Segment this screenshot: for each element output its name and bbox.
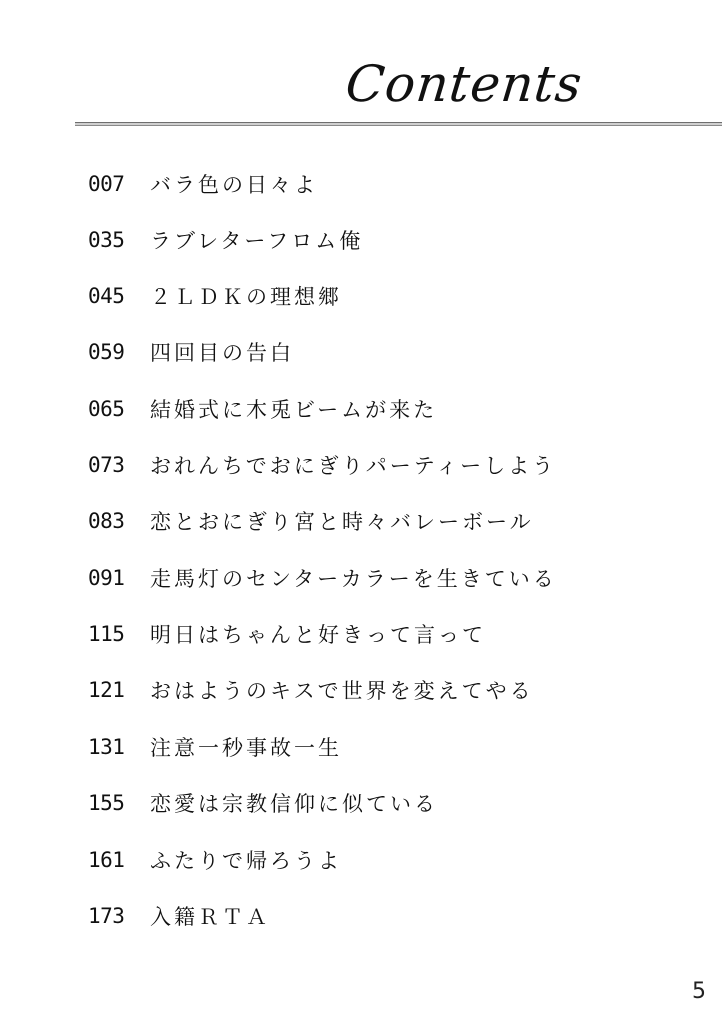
toc-entry[interactable]	[88, 732, 648, 762]
toc-chapter-title: ラブレターフロム俺	[150, 229, 364, 253]
toc-page-number: 045	[88, 284, 125, 308]
toc-entry[interactable]	[88, 225, 648, 255]
toc-entry[interactable]	[88, 169, 648, 199]
toc-entry[interactable]	[88, 337, 648, 367]
toc-entry[interactable]	[88, 450, 648, 480]
toc-chapter-title: おはようのキスで世界を変えてやる	[150, 679, 534, 703]
toc-page-number: 091	[88, 566, 125, 590]
toc-page-number: 115	[88, 622, 125, 646]
toc-chapter-title: ふたりで帰ろうよ	[150, 849, 342, 873]
toc-page-number: 035	[88, 228, 125, 252]
toc-entry[interactable]	[88, 619, 648, 649]
toc-page-number: 155	[88, 791, 125, 815]
toc-chapter-title: おれんちでおにぎりパーティーしよう	[150, 454, 557, 478]
toc-chapter-title: バラ色の日々よ	[150, 173, 318, 197]
toc-page-number: 173	[88, 904, 125, 928]
toc-page-number: 059	[88, 340, 125, 364]
toc-chapter-title: 四回目の告白	[150, 341, 294, 365]
toc-page-number: 121	[88, 678, 125, 702]
toc-entry[interactable]	[88, 901, 648, 931]
toc-chapter-title: 恋愛は宗教信仰に似ている	[150, 792, 438, 816]
toc-page-number: 073	[88, 453, 125, 477]
toc-entry[interactable]	[88, 675, 648, 705]
toc-entry[interactable]	[88, 281, 648, 311]
toc-chapter-title: 注意一秒事故一生	[150, 736, 342, 760]
toc-chapter-title: 結婚式に木兎ビームが来た	[150, 398, 438, 422]
toc-entry[interactable]	[88, 563, 648, 593]
toc-entry[interactable]	[88, 394, 648, 424]
toc-page-number: 131	[88, 735, 125, 759]
toc-entry[interactable]	[88, 788, 648, 818]
toc-chapter-title: 恋とおにぎり宮と時々バレーボール	[150, 510, 534, 534]
page-title: Contents	[342, 55, 586, 113]
toc-page-number: 065	[88, 397, 125, 421]
toc-chapter-title: 入籍ＲＴＡ	[150, 905, 270, 929]
toc-entry[interactable]	[88, 845, 648, 875]
toc-page-number: 007	[88, 172, 125, 196]
toc-chapter-title: 明日はちゃんと好きって言って	[150, 623, 486, 647]
toc-entry[interactable]	[88, 506, 648, 536]
toc-page-number: 083	[88, 509, 125, 533]
toc-chapter-title: ２ＬＤＫの理想郷	[150, 285, 342, 309]
page-number: 5	[692, 979, 706, 1004]
toc-chapter-title: 走馬灯のセンターカラーを生きている	[150, 567, 557, 591]
toc-page-number: 161	[88, 848, 125, 872]
